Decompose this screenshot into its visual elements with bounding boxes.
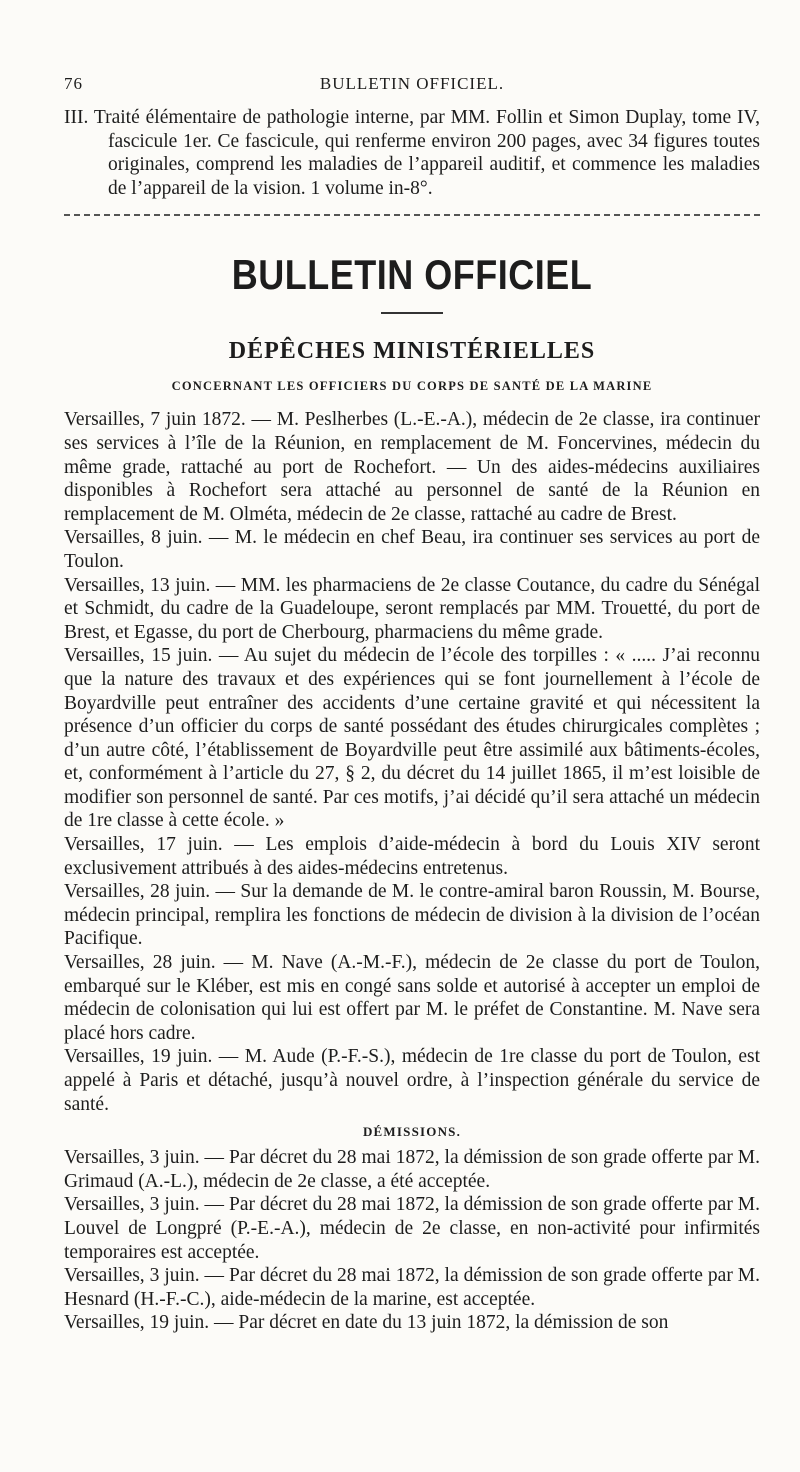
dispatch-paragraph: Versailles, 15 juin. — Au sujet du médecin de l’école des torpilles : « ..... J’ai reconnu que la nature des travaux et des expériences qui se font journellement à l’école de Boyardville peut entraîner des accidents d’une certaine gravité et qui nécessitent la présence d’un officier du corps de santé possédant des études chirurgicales complètes ; d’un autre côté, l’établissement de Boyardville peut être assimilé aux bâtiments-écoles, et, conformément à l’article du 27, § 2, du décret du 14 juillet 1865, il m’est loisible de modifier son personnel de santé. Par ces motifs, j’ai décidé qu’il sera attaché un médecin de 1re classe à cette école. » xyxy=(64,645,760,832)
section-title: DÉPÊCHES MINISTÉRIELLES xyxy=(228,338,596,365)
demission-paragraph: Versailles, 3 juin. — Par décret du 28 mai 1872, la démission de son grade offerte par M. Louvel de Longpré (P.-E.-A.), médecin de 2e classe, en non-activité pour infirmités temporaires est acceptée. xyxy=(64,1194,760,1263)
section-subtitle: CONCERNANT LES OFFICIERS DU CORPS DE SANTÉ DE LA MARINE xyxy=(171,379,653,394)
dispatch-paragraph: Versailles, 7 juin 1872. — M. Peslherbes (L.-E.-A.), médecin de 2e classe, ira continuer ses services à l’île de la Réunion, en remplacement de M. Foncervines, médecin du même grade, rattaché au port de Rochefort. — Un des aides-médecins auxiliaires disponibles à Rochefort sera attaché au personnel de santé de la Réunion en remplacement de M. Olméta, médecin de 2e classe, rattaché au cadre de Brest. xyxy=(64,409,760,525)
page-content xyxy=(64,106,760,1335)
dispatch-paragraph: Versailles, 17 juin. — Les emplois d’aide-médecin à bord du Louis XIV seront exclusivement attribués à des aides-médecins entretenus. xyxy=(64,834,760,879)
title-rule xyxy=(381,312,443,314)
intro-paragraph: III. Traité élémentaire de pathologie interne, par MM. Follin et Simon Duplay, tome IV, fascicule 1er. Ce fascicule, qui renferme environ 200 pages, avec 34 figures toutes originales, comprend les maladies de l’appareil auditif, et commence les maladies de l’appareil de la vision. 1 volume in-8°. xyxy=(64,107,760,199)
dispatch-paragraph: Versailles, 28 juin. — M. Nave (A.-M.-F.), médecin de 2e classe du port de Toulon, embarqué sur le Kléber, est mis en congé sans solde et autorisé à accepter un emploi de médecin de colonisation qui lui est offert par M. le préfet de Constantine. M. Nave sera placé hors cadre. xyxy=(64,952,760,1044)
demission-paragraph: Versailles, 3 juin. — Par décret du 28 mai 1872, la démission de son grade offerte par M. Grimaud (A.-L.), médecin de 2e classe, a été acceptée. xyxy=(64,1147,760,1192)
page-number: 76 xyxy=(64,74,83,93)
dispatch-paragraph: Versailles, 8 juin. — M. le médecin en chef Beau, ira continuer ses services au port de Toulon. xyxy=(64,527,760,572)
dispatch-paragraph: Versailles, 19 juin. — M. Aude (P.-F.-S.), médecin de 1re classe du port de Toulon, est appelé à Paris et détaché, jusqu’à nouvel ordre, à l’inspection générale du service de santé. xyxy=(64,1046,760,1115)
main-title: BULLETIN OFFICIEL xyxy=(231,251,593,299)
dispatch-paragraph: Versailles, 28 juin. — Sur la demande de M. le contre-amiral baron Roussin, M. Bourse, médecin principal, remplira les fonctions de médecin de division à la division de l’océan Pacifique. xyxy=(64,881,760,950)
demissions-title: DÉMISSIONS. xyxy=(362,1124,462,1140)
dispatch-paragraph: Versailles, 13 juin. — MM. les pharmaciens de 2e classe Coutance, du cadre du Sénégal et Schmidt, du cadre de la Guadeloupe, seront remplacés par MM. Trouetté, du port de Brest, et Egasse, du port de Cherbourg, pharmaciens du même grade. xyxy=(64,574,760,643)
demission-paragraph: Versailles, 3 juin. — Par décret du 28 mai 1872, la démission de son grade offerte par M. Hesnard (H.-F.-C.), aide-médecin de la marine, est acceptée. xyxy=(64,1265,760,1310)
demission-paragraph: Versailles, 19 juin. — Par décret en date du 13 juin 1872, la démission de son xyxy=(64,1312,669,1334)
running-title: BULLETIN OFFICIEL. xyxy=(319,74,505,93)
dashed-divider xyxy=(64,214,760,216)
